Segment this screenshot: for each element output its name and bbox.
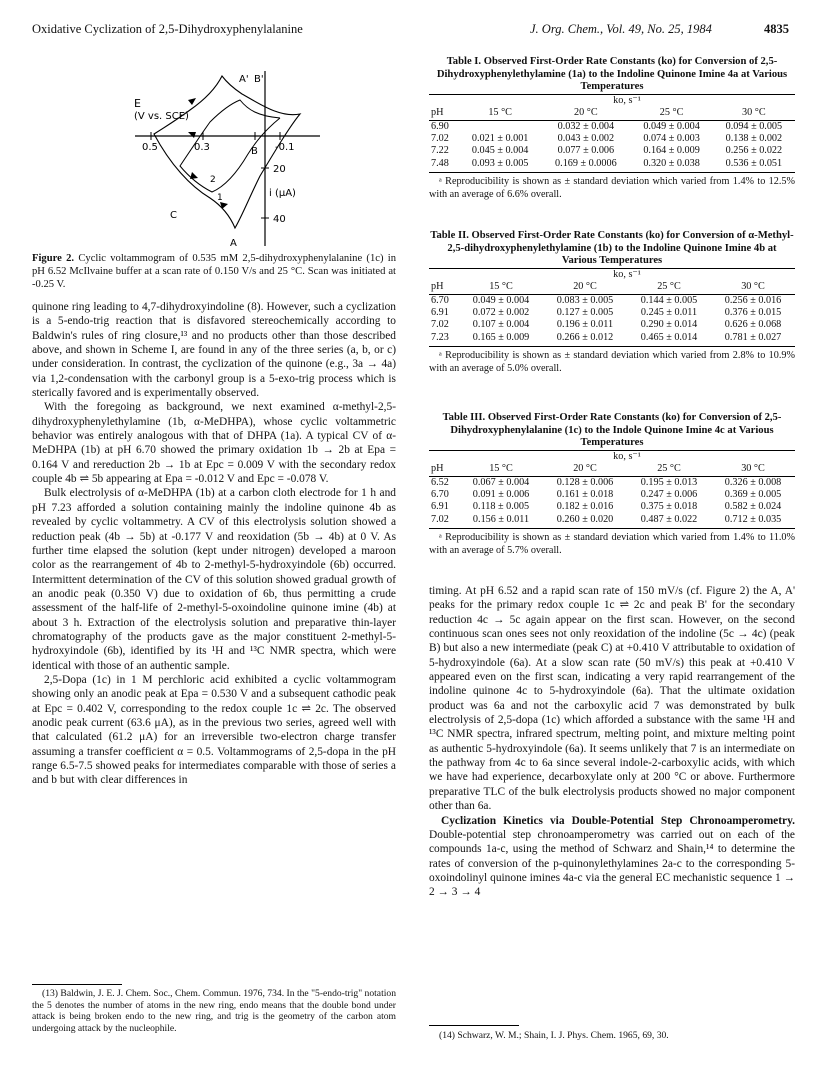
figure-caption-label: Figure 2. — [32, 253, 75, 264]
scan-label-2: 2 — [210, 175, 216, 185]
table-cell: 0.256 ± 0.022 — [725, 145, 783, 157]
table-cell: 0.144 ± 0.005 — [640, 294, 698, 306]
table-cell: 0.326 ± 0.008 — [724, 476, 782, 488]
table-cell: 0.118 ± 0.005 — [472, 501, 530, 513]
table-cell: 0.582 ± 0.024 — [724, 501, 782, 513]
figure-caption-text: Cyclic voltammogram of 0.535 mM 2,5-dihydroxyphenylalanine (1c) in pH 6.52 McIlvaine buffer at a scan rate of 0.150 V/s and 25 °C. Scan was initiated at -0.25 V. — [32, 253, 396, 290]
table-row — [429, 514, 795, 529]
paragraph: With the foregoing as background, we next examined α-methyl-2,5-dihydroxyphenylethylamine (1b, α-MeDHPA), whose cyclic voltammetric behavior was entirely analogous with that of DHPA (1a). A typical CV of α-MeDHPA (1b) at pH 6.70 showed the primary oxidation 1b → 2b at Epa = 0.164 V and rereduction 2b → 1b at Epc = 0.009 V with the secondary redox couple 4b ⇌ 5b appearing at Epa = -0.012 V and Epc = -0.078 V. — [32, 401, 396, 486]
table-title: Table III. Observed First-Order Rate Constants (ko) for Conversion of 2,5-Dihydroxyphenylalanine (1c) to the Indole Quinone Imine 4c at Various Temperatures — [442, 412, 782, 449]
cyclic-voltammogram-figure — [130, 66, 330, 256]
right-column — [429, 584, 795, 900]
paragraph: timing. At pH 6.52 and a rapid scan rate of 150 mV/s (cf. Figure 2) the A, A' peaks for the primary redox couple 1c ⇌ 2c and peak B' for the secondary reduction 4c → 5c again appear on the first scan. However, on the second continuous scan ones sees not only reoxidation of the indoline (5c → 4c) (peak B) but also a new intermediate (peak C) at +0.410 V attributable to oxidation of 5-hydroxyindole (6a). At a slow scan rate (50 mV/s) this peak at +0.410 V appeared even on the first scan, indicating a very rapid rearrangement of the indoline quinone 4c to 5-hydroxyindole (6a). That the ultimate oxidation product was 6a and not the carboxylic acid 7 was demonstrated by bulk electrolysis of 2,5-dopa (1c) which afforded a substance with the same ¹H and ¹³C NMR spectra, infrared spectrum, melting point, and mixture melting point as authentic 5-hydroxyindole (6a). It seems unlikely that 7 is an intermediate on the pathway from 4c to 6a since several indole-2-carboxylic acids, with which we have had experience, decarboxylate only at 200 °C or above. Furthermore preparative TLC of the bulk electrolysis products showed no major component other than 6a. — [429, 585, 795, 813]
table-cell: 0.376 ± 0.015 — [724, 307, 782, 318]
tick-label-20: 20 — [273, 164, 286, 175]
table-row — [429, 476, 795, 489]
scan-label-1: 1 — [217, 193, 223, 203]
footnote-divider — [429, 1025, 519, 1026]
table-cell: 7.23 — [429, 332, 459, 347]
table-cell: 0.196 ± 0.011 — [556, 319, 614, 331]
page-number: 4835 — [764, 22, 789, 36]
column-header: 30 °C — [711, 463, 795, 476]
table-cell: 0.138 ± 0.002 — [725, 133, 783, 144]
table-cell: 0.290 ± 0.014 — [640, 319, 698, 331]
column-header: pH — [429, 107, 459, 120]
table-footnote: ᵃ Reproducibility is shown as ± standard deviation which varied from 2.8% to 10.9% with an average of 5.0% overall. — [429, 350, 795, 374]
table-row — [429, 489, 795, 501]
table-cell: 0.094 ± 0.005 — [725, 120, 783, 132]
column-header: 25 °C — [627, 281, 711, 294]
table-cell: 0.043 ± 0.002 — [557, 133, 615, 144]
paragraph: 2,5-Dopa (1c) in 1 M perchloric acid exhibited a cyclic voltammogram showing only an anodic peak at Epa = 0.530 V and a subsequent cathodic peak at Epc = 0.402 V, corresponding to the redox couple 1c ⇌ 2c. The observed anodic peak current (63.6 μA), as in the previous two series, agreed well with that calculated (61.2 μA) for an irreversible two-electron charge transfer assuming a transfer coefficient α = 0.5. Voltammograms of 2,5-dopa in the pH range 6.5-7.5 showed peaks for intermediates comparable with those of series a and b but with clear differences in — [32, 673, 396, 787]
table-cell: 0.781 ± 0.027 — [711, 332, 795, 347]
column-header: 30 °C — [713, 107, 795, 120]
table-cell: 0.093 ± 0.005 — [459, 158, 541, 173]
table-cell: 0.375 ± 0.018 — [640, 501, 698, 513]
table-cell: 6.70 — [431, 489, 449, 500]
peak-label-c: C — [170, 210, 177, 221]
table-cell: 6.91 — [431, 501, 449, 513]
table-cell: 0.266 ± 0.012 — [543, 332, 627, 347]
table-cell: 6.52 — [431, 476, 449, 488]
tick-label-0-3: 0.3 — [194, 142, 210, 153]
table-1 — [429, 56, 795, 201]
table-row — [429, 133, 795, 145]
column-header: 20 °C — [541, 107, 630, 120]
table-row — [429, 332, 795, 347]
current-axis-label: i (μA) — [269, 188, 296, 199]
arrow-icon — [188, 132, 196, 138]
table-cell: 6.90 — [431, 120, 449, 132]
column-header: 15 °C — [459, 281, 543, 294]
table-cell — [459, 120, 541, 133]
table-cell: 0.072 ± 0.002 — [472, 307, 530, 318]
table-row — [429, 307, 795, 319]
table-cell: 0.245 ± 0.011 — [640, 307, 698, 318]
axis-e-unit: (V vs. SCE) — [134, 111, 189, 122]
table-cell: 6.70 — [431, 294, 449, 306]
figure-caption — [32, 252, 396, 291]
table-2 — [429, 230, 795, 375]
table-cell: 7.02 — [431, 133, 449, 144]
table-units: ko, s⁻¹ — [459, 450, 795, 463]
peak-label-a-prime: A' — [239, 74, 249, 85]
table-cell: 0.067 ± 0.004 — [472, 476, 530, 488]
axis-e-label: E — [134, 97, 141, 110]
table-cell: 0.164 ± 0.009 — [643, 145, 700, 157]
table-cell: 0.045 ± 0.004 — [471, 145, 529, 157]
table-cell: 0.074 ± 0.003 — [643, 133, 700, 144]
table-3 — [429, 412, 795, 557]
table-row — [429, 158, 795, 173]
left-column — [32, 300, 396, 788]
table-cell: 0.156 ± 0.011 — [459, 514, 543, 529]
table-cell: 0.320 ± 0.038 — [630, 158, 712, 173]
column-header: 20 °C — [543, 281, 627, 294]
table-cell: 0.247 ± 0.006 — [640, 489, 698, 500]
peak-label-b-prime: B' — [254, 74, 264, 85]
table-cell: 0.049 ± 0.004 — [472, 294, 530, 306]
table-cell: 0.256 ± 0.016 — [724, 294, 782, 306]
table-cell: 7.48 — [429, 158, 459, 173]
running-header-journal: J. Org. Chem., Vol. 49, No. 25, 1984 — [530, 22, 712, 36]
table-title: Table I. Observed First-Order Rate Constants (ko) for Conversion of 2,5-Dihydroxyphenylethylamine (1a) to the Indoline Quinone Imine 4a at Various Temperatures — [436, 56, 788, 93]
table-cell: 0.083 ± 0.005 — [556, 294, 614, 306]
table-footnote: ᵃ Reproducibility is shown as ± standard deviation which varied from 1.4% to 12.5% with an average of 6.6% overall. — [429, 176, 795, 200]
footnote-14: (14) Schwarz, W. M.; Shain, I. J. Phys. Chem. 1965, 69, 30. — [439, 1030, 669, 1041]
column-header: 25 °C — [627, 463, 711, 476]
table-row — [429, 145, 795, 157]
table-row — [429, 294, 795, 307]
table-cell: 0.487 ± 0.022 — [627, 514, 711, 529]
table-cell: 0.626 ± 0.068 — [724, 319, 782, 331]
table-cell: 7.02 — [429, 514, 459, 529]
table-body — [429, 450, 795, 529]
table-cell: 0.465 ± 0.014 — [627, 332, 711, 347]
column-header: pH — [429, 281, 459, 294]
paragraph: Bulk electrolysis of α-MeDHPA (1b) at a carbon cloth electrode for 1 h and pH 7.23 afforded a solution containing mainly the indoline quinone 4b as revealed by cyclic voltammetry. A CV of this electrolysis solution showed a reduction peak (4b → 5b) at -0.177 V and reoxidation (5b → 4b) at 0 V. As further time elapsed the solution (kept under nitrogen) developed a maroon color as the rearrangement of 4b to 2-methyl-5-hydroxyindole (6b) occurred. Intermittent determination of the CV of this solution showed gradual growth of an anodic peak (0.350 V) due to oxidation of 6b, thus permitting a crude assessment of the half-life of 2-methyl-5-oxoindoline quinone imine (4b) at about 3 h. Extraction of the electrolysis solution and preparative thin-layer chromatography of the products gave as the major constituent 2-methyl-5-hydroxyindole (6b), identified by its ¹H and ¹³C NMR spectra, which were identical with those of an authentic sample. — [32, 487, 396, 672]
table-cell: 0.021 ± 0.001 — [471, 133, 529, 144]
table-cell: 7.02 — [431, 319, 449, 331]
table-cell: 0.260 ± 0.020 — [543, 514, 627, 529]
footnote-divider — [32, 984, 122, 985]
table-cell: 0.161 ± 0.018 — [556, 489, 614, 500]
table-cell: 0.049 ± 0.004 — [643, 120, 700, 132]
table-cell: 6.91 — [431, 307, 449, 318]
column-header: 15 °C — [459, 107, 541, 120]
table-cell: 7.22 — [431, 145, 449, 157]
table-cell: 0.195 ± 0.013 — [640, 476, 698, 488]
peak-label-a: A — [230, 238, 237, 249]
table-cell: 0.127 ± 0.005 — [556, 307, 614, 318]
table-body — [429, 268, 795, 347]
tick-label-0-5: 0.5 — [142, 142, 158, 153]
paragraph: Double-potential step chronoamperometry was carried out on each of the compounds 1a-c, using the method of Schwarz and Shain,¹⁴ to determine the rates of conversion of the p-quinonylethylamines 2a-c to the corresponding 5-oxoindolinyl quinone imines 4a-c via the general EC mechanistic sequence 1 → 2 → 3 → 4 — [429, 828, 795, 899]
column-header: 15 °C — [459, 463, 543, 476]
table-cell: 0.128 ± 0.006 — [556, 476, 614, 488]
table-cell: 0.369 ± 0.005 — [724, 489, 782, 500]
table-row — [429, 501, 795, 513]
footnote-13: (13) Baldwin, J. E. J. Chem. Soc., Chem. Commun. 1976, 734. In the "5-endo-trig" notation the 5 denotes the number of atoms in the new ring, endo means that the double bond under attack is being broken endo to the new ring, and trig is the geometry of the carbon atom undergoing attack by the nucleophile. — [32, 988, 396, 1034]
column-header: pH — [429, 463, 459, 476]
table-cell: 0.091 ± 0.006 — [472, 489, 530, 500]
table-cell: 0.182 ± 0.016 — [556, 501, 614, 513]
peak-label-b: B — [251, 146, 258, 157]
table-cell: 0.032 ± 0.004 — [557, 120, 615, 132]
running-header-title: Oxidative Cyclization of 2,5-Dihydroxyphenylalanine — [32, 22, 303, 36]
table-row — [429, 319, 795, 331]
tick-label-40: 40 — [273, 214, 286, 225]
paragraph: quinone ring leading to 4,7-dihydroxyindoline (8). However, such a cyclization is a 5-endo-trig reaction that is disfavored stereochemically according to Baldwin's rules of ring closure,¹³ and no products other than those described above, and shown in Scheme I, are found in any of the three series (a, b, or c) under consideration. In contrast, the cyclization of the quinone (e.g., 3a → 4a) via 1,2-condensation with the carbonyl group is a 5-exo-trig process which is sterically favored and is experimentally observed. — [32, 301, 396, 400]
table-cell: 0.169 ± 0.0006 — [541, 158, 630, 173]
section-heading: Cyclization Kinetics via Double-Potential Step Chronoamperometry. — [441, 814, 795, 827]
table-units: ko, s⁻¹ — [459, 268, 795, 281]
table-cell: 0.107 ± 0.004 — [472, 319, 530, 331]
table-cell: 0.077 ± 0.006 — [557, 145, 615, 157]
tick-label-minus-0-1: -0.1 — [275, 142, 295, 153]
table-units: ko, s⁻¹ — [459, 94, 795, 107]
table-cell: 0.712 ± 0.035 — [711, 514, 795, 529]
column-header: 20 °C — [543, 463, 627, 476]
table-title: Table II. Observed First-Order Rate Constants (ko) for Conversion of α-Methyl-2,5-dihydroxyphenylethylamine (1b) to the Indoline Quinone Imine 4b at Various Temperatures — [430, 230, 794, 267]
table-row — [429, 120, 795, 133]
arrow-icon — [188, 98, 196, 105]
table-cell: 0.165 ± 0.009 — [459, 332, 543, 347]
table-footnote: ᵃ Reproducibility is shown as ± standard deviation which varied from 1.4% to 11.0% with an average of 5.7% overall. — [429, 532, 795, 556]
table-body — [429, 94, 795, 173]
arrow-icon — [190, 172, 198, 179]
table-cell: 0.536 ± 0.051 — [713, 158, 795, 173]
column-header: 30 °C — [711, 281, 795, 294]
column-header: 25 °C — [630, 107, 712, 120]
